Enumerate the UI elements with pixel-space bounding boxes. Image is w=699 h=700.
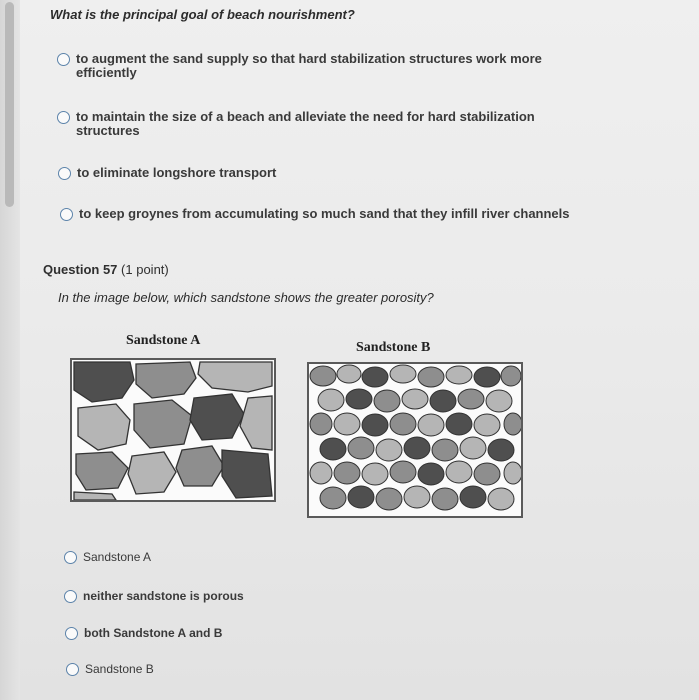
option-label: Sandstone A: [83, 550, 152, 564]
option-label: Sandstone B: [85, 662, 154, 676]
option-label: to keep groynes from accumulating so much sand that they infill river channels: [79, 206, 570, 221]
radio-button[interactable]: [58, 167, 71, 180]
question-points: (1 point): [121, 262, 169, 277]
sandstone-b-image: [307, 362, 523, 518]
question-title: Question 57: [43, 262, 118, 277]
option-sandstone-b[interactable]: [66, 662, 154, 676]
figure-label-sandstone-b: Sandstone B: [356, 340, 431, 355]
radio-button[interactable]: [65, 627, 78, 640]
radio-button[interactable]: [60, 208, 73, 221]
option-augment-sand-supply[interactable]: [57, 52, 542, 80]
question-57-prompt: In the image below, which sandstone shows the greater porosity?: [58, 290, 434, 305]
scroll-thumb[interactable]: [5, 2, 14, 207]
radio-button[interactable]: [57, 53, 70, 66]
option-label: to maintain the size of a beach and alleviate the need for hard stabilization structures: [76, 109, 535, 138]
question-prompt-beach-nourishment: What is the principal goal of beach nourishment?: [50, 7, 355, 22]
option-keep-groynes[interactable]: [60, 207, 570, 221]
radio-button[interactable]: [66, 663, 79, 676]
option-label: neither sandstone is porous: [83, 589, 244, 603]
option-label: to augment the sand supply so that hard stabilization structures work more efficiently: [76, 51, 542, 80]
option-maintain-beach-size[interactable]: [57, 110, 535, 138]
radio-button[interactable]: [57, 111, 70, 124]
radio-button[interactable]: [64, 590, 77, 603]
radio-button[interactable]: [64, 551, 77, 564]
sandstone-a-image: [70, 358, 276, 502]
option-sandstone-a[interactable]: [64, 550, 151, 564]
option-eliminate-longshore-transport[interactable]: [58, 166, 276, 180]
option-label: both Sandstone A and B: [84, 626, 223, 640]
option-neither-porous[interactable]: [64, 589, 244, 603]
sandstone-b-grains: [309, 364, 521, 516]
question-57-heading: [43, 262, 169, 277]
option-label: to eliminate longshore transport: [77, 165, 277, 180]
scrollbar[interactable]: [0, 0, 20, 700]
option-both-a-and-b[interactable]: [65, 626, 222, 640]
figure-label-sandstone-a: Sandstone A: [126, 333, 201, 348]
sandstone-a-grains: [72, 360, 274, 500]
